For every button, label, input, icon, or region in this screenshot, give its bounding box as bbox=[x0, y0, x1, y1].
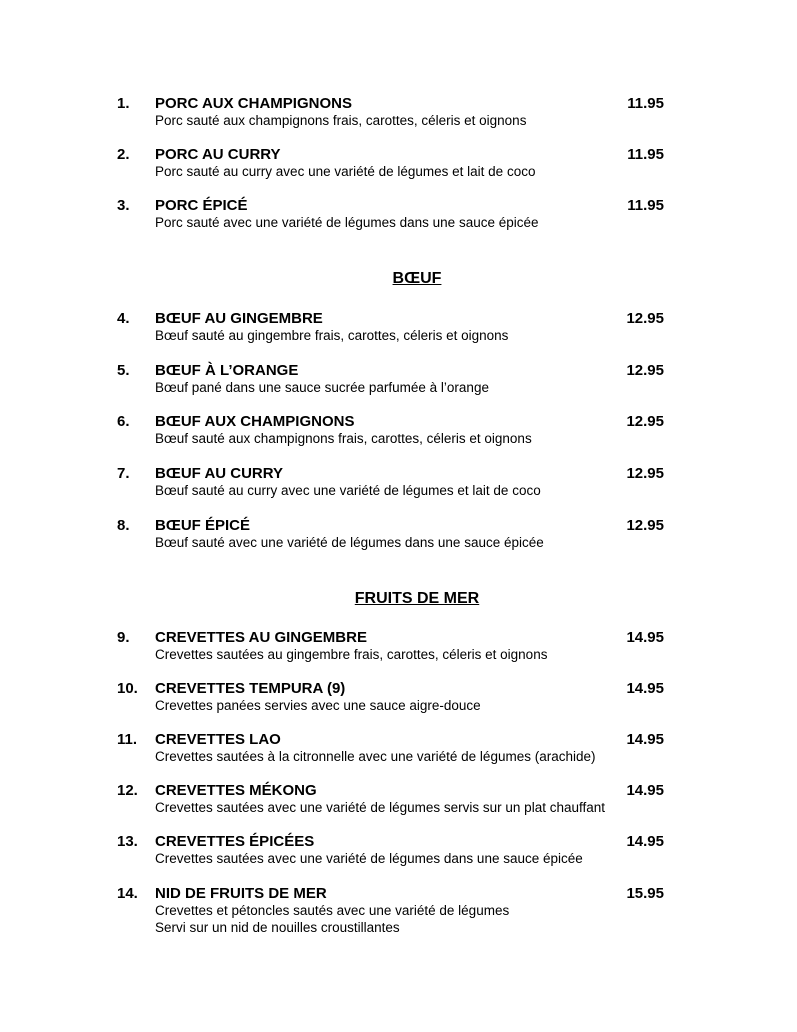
item-price: 11.95 bbox=[627, 95, 664, 112]
item-number: 11. bbox=[117, 731, 138, 748]
item-number: 12. bbox=[117, 782, 138, 799]
item-name: PORC AUX CHAMPIGNONS bbox=[155, 95, 352, 112]
item-price: 11.95 bbox=[627, 197, 664, 214]
item-name: CREVETTES ÉPICÉES bbox=[155, 833, 315, 850]
item-description: Crevettes sautées à la citronnelle avec une variété de légumes (arachide) bbox=[155, 749, 596, 764]
item-number: 6. bbox=[117, 413, 130, 430]
item-name: PORC ÉPICÉ bbox=[155, 197, 248, 214]
item-number: 1. bbox=[117, 95, 130, 112]
item-description: Porc sauté au curry avec une variété de légumes et lait de coco bbox=[155, 164, 536, 179]
item-number: 8. bbox=[117, 517, 130, 534]
item-price: 15.95 bbox=[626, 885, 664, 902]
item-number: 5. bbox=[117, 362, 130, 379]
item-price: 12.95 bbox=[626, 310, 664, 327]
item-price: 14.95 bbox=[626, 833, 664, 850]
item-price: 14.95 bbox=[626, 782, 664, 799]
item-number: 3. bbox=[117, 197, 130, 214]
item-price: 14.95 bbox=[626, 629, 664, 646]
item-description: Porc sauté aux champignons frais, carottes, céleris et oignons bbox=[155, 113, 527, 128]
item-price: 12.95 bbox=[626, 362, 664, 379]
item-description-line-2: Servi sur un nid de nouilles croustillantes bbox=[155, 920, 400, 935]
item-name: BŒUF AU CURRY bbox=[155, 465, 284, 482]
item-price: 12.95 bbox=[626, 465, 664, 482]
item-name: CREVETTES LAO bbox=[155, 731, 281, 748]
item-description: Crevettes panées servies avec une sauce aigre-douce bbox=[155, 698, 481, 713]
item-name: NID DE FRUITS DE MER bbox=[155, 885, 327, 902]
item-number: 13. bbox=[117, 833, 138, 850]
item-name: BŒUF AUX CHAMPIGNONS bbox=[155, 413, 355, 430]
item-number: 2. bbox=[117, 146, 130, 163]
item-name: BŒUF ÉPICÉ bbox=[155, 517, 251, 534]
item-description: Porc sauté avec une variété de légumes dans une sauce épicée bbox=[155, 215, 539, 230]
item-description: Bœuf sauté au gingembre frais, carottes, céleris et oignons bbox=[155, 328, 509, 343]
item-number: 9. bbox=[117, 629, 130, 646]
item-description: Crevettes sautées au gingembre frais, carottes, céleris et oignons bbox=[155, 647, 548, 662]
item-number: 7. bbox=[117, 465, 130, 482]
item-name: CREVETTES MÉKONG bbox=[155, 782, 317, 799]
item-description: Bœuf sauté au curry avec une variété de légumes et lait de coco bbox=[155, 483, 541, 498]
item-description: Crevettes sautées avec une variété de légumes servis sur un plat chauffant bbox=[155, 800, 606, 815]
section-title-boeuf: BŒUF bbox=[392, 270, 442, 287]
section-title-fruits-de-mer: FRUITS DE MER bbox=[354, 590, 480, 607]
item-description: Crevettes et pétoncles sautés avec une variété de légumes bbox=[155, 903, 510, 918]
item-price: 14.95 bbox=[626, 731, 664, 748]
item-number: 10. bbox=[117, 680, 138, 697]
item-name: PORC AU CURRY bbox=[155, 146, 281, 163]
item-description: Crevettes sautées avec une variété de légumes dans une sauce épicée bbox=[155, 851, 583, 866]
item-description: Bœuf sauté aux champignons frais, carottes, céleris et oignons bbox=[155, 431, 532, 446]
item-number: 14. bbox=[117, 885, 138, 902]
item-description: Bœuf pané dans une sauce sucrée parfumée à l’orange bbox=[155, 380, 489, 395]
item-price: 12.95 bbox=[626, 517, 664, 534]
item-name: CREVETTES AU GINGEMBRE bbox=[155, 629, 367, 646]
item-name: BŒUF À L’ORANGE bbox=[155, 362, 299, 379]
item-price: 14.95 bbox=[626, 680, 664, 697]
item-number: 4. bbox=[117, 310, 130, 327]
item-name: CREVETTES TEMPURA (9) bbox=[155, 680, 346, 697]
item-name: BŒUF AU GINGEMBRE bbox=[155, 310, 323, 327]
item-description: Bœuf sauté avec une variété de légumes dans une sauce épicée bbox=[155, 535, 544, 550]
item-price: 11.95 bbox=[627, 146, 664, 163]
item-price: 12.95 bbox=[626, 413, 664, 430]
